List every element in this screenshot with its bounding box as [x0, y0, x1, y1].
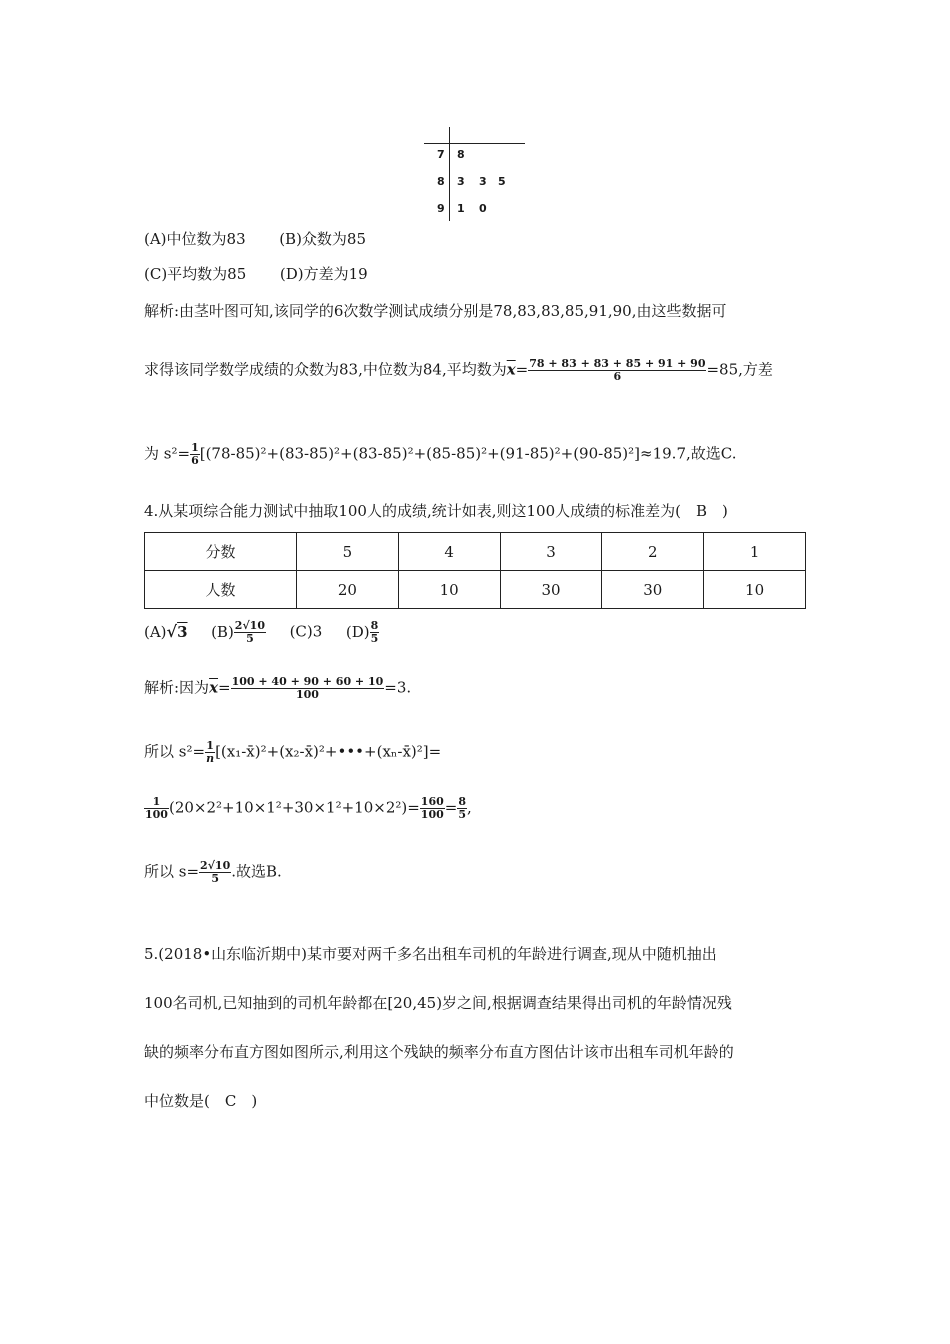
table-row — [145, 533, 806, 571]
table-header-label: 分数 — [145, 533, 297, 571]
q4-solution-line-4: 所以 s= $\frac{2√10}{5}$ .故选B. — [144, 859, 282, 886]
q3-variance-line: 为 s²= $\frac{1}{6}$ [(78-85)²+(83-85)²+(83-85)²+(85-85)²+(91-85)²+(90-85)²]≈19.7,故选C. — [144, 441, 737, 468]
stem-divider-horizontal — [424, 143, 525, 144]
q3-solution-line-2: 求得该同学数学成绩的众数为83,中位数为84,平均数为$\overline{x}=$ $\frac{78 + 83 + 83 + 85 + 91 + 90}{6}$ =85,方差 — [144, 357, 773, 384]
q4-option-a: (A)√3 — [144, 621, 188, 641]
q4-option-c: (C)3 — [289, 622, 323, 641]
q3-options-row-2 — [144, 263, 368, 284]
mean-symbol: $\overline{x}$ — [506, 360, 516, 379]
q4-options — [144, 620, 379, 645]
q5-line-1: 5.(2018•山东临沂期中)某市要对两千多名出租车司机的年龄进行调查,现从中随机抽出 — [144, 945, 717, 963]
q4-solution-line-1: 解析:因为$\overline{x}=$ $\frac{100 + 40 + 90 + 60 + 10}{100}$ =3. — [144, 675, 412, 702]
stem-7: 7 — [437, 148, 445, 161]
table-cell: 30 — [602, 571, 704, 609]
score-table — [144, 532, 806, 609]
q5-line-2: 100名司机,已知抽到的司机年龄都在[20,45)岁之间,根据调查结果得出司机的年龄情况残 — [144, 994, 732, 1012]
table-row — [145, 571, 806, 609]
leaf: 5 — [498, 175, 506, 188]
variance-fraction: $\frac{1}{6}$ — [191, 441, 199, 468]
table-cell: 10 — [704, 571, 806, 609]
mean-fraction: $\frac{78 + 83 + 83 + 85 + 91 + 90}{6}$ — [529, 357, 706, 384]
q3-option-a: (A)中位数为83 — [144, 230, 246, 248]
q4-mean-fraction: $\frac{100 + 40 + 90 + 60 + 10}{100}$ — [231, 675, 384, 702]
table-cell: 30 — [500, 571, 602, 609]
q5-line-3: 缺的频率分布直方图如图所示,利用这个残缺的频率分布直方图估计该市出租车司机年龄的 — [144, 1043, 734, 1061]
table-cell: 10 — [398, 571, 500, 609]
q4-option-d: (D) $\frac{8}{5}$ — [345, 619, 379, 646]
q3-option-d: (D)方差为19 — [279, 265, 368, 283]
table-cell: 20 — [297, 571, 399, 609]
table-cell: 2 — [602, 533, 704, 571]
leaf: 3 — [479, 175, 487, 188]
stem-8: 8 — [437, 175, 445, 188]
q4-option-b: (B) $\frac{2√10}{5}$ — [211, 619, 265, 646]
q4-solution-line-3: $\frac{1}{100}$ (20×2²+10×1²+30×1²+10×2²)= $\frac{160}{100}$ = $\frac{8}{5}$ , — [145, 795, 472, 822]
leaf: 1 — [457, 202, 465, 215]
q4-solution-line-2: 所以 s²= $\frac{1}{n}$ [(x₁-x̄)²+(x₂-x̄)²+•••+(xₙ-x̄)²]= — [144, 739, 442, 766]
q4-question: 4.从某项综合能力测试中抽取100人的成绩,统计如表,则这100人成绩的标准差为( B ) — [144, 502, 728, 520]
table-count-label: 人数 — [145, 571, 297, 609]
leaf: 8 — [457, 148, 465, 161]
stem-9: 9 — [437, 202, 445, 215]
q3-solution-line-1: 解析:由茎叶图可知,该同学的6次数学测试成绩分别是78,83,83,85,91,90,由这些数据可 — [144, 302, 727, 320]
table-cell: 5 — [297, 533, 399, 571]
q3-option-c: (C)平均数为85 — [144, 265, 247, 283]
table-cell: 4 — [398, 533, 500, 571]
table-cell: 1 — [704, 533, 806, 571]
q5-line-4: 中位数是( C ) — [144, 1092, 258, 1110]
q3-options-row-1 — [144, 228, 366, 249]
stem-divider-vertical — [449, 127, 450, 221]
table-cell: 3 — [500, 533, 602, 571]
q3-option-b: (B)众数为85 — [279, 230, 367, 248]
leaf: 0 — [479, 202, 487, 215]
leaf: 3 — [457, 175, 465, 188]
